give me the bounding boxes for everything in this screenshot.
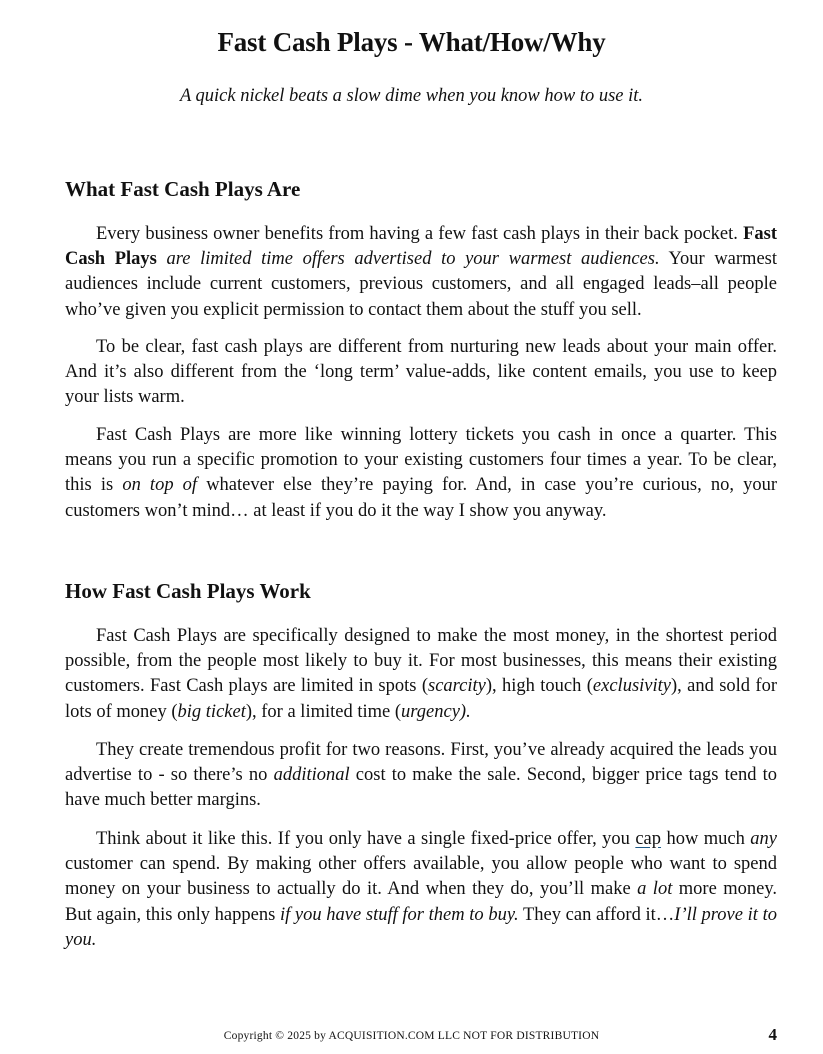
italic-emphasis: if you have stuff for them to buy. bbox=[279, 904, 519, 925]
bold-term: Fast Cash Plays bbox=[65, 224, 777, 270]
italic-emphasis: urgency). bbox=[401, 701, 471, 722]
italic-emphasis: I’ll prove it to you. bbox=[65, 904, 777, 950]
paragraph-how-2 bbox=[65, 738, 777, 814]
italic-emphasis: any bbox=[750, 829, 777, 849]
paragraph-what-3 bbox=[65, 423, 777, 524]
italic-emphasis: big ticket bbox=[177, 701, 246, 722]
page-number: 4 bbox=[768, 1025, 777, 1044]
text-run: Think about it like this. If you only have a single fixed-price offer, you bbox=[96, 829, 636, 849]
section-heading-how: How Fast Cash Plays Work bbox=[65, 579, 311, 603]
text-run: customer can spend. By making other offers available, you allow people who want to spend money on your business to actually do it. And when they do, you’ll make bbox=[65, 854, 777, 900]
text-run: Every business owner benefits from having a few fast cash plays in their back pocket. bbox=[96, 224, 744, 244]
text-run: Fast Cash Plays are specifically designed to make the most money, in the shortest period possible, from the people most likely to buy it. For most businesses, this means their existing customers. Fast Cash plays are limited in spots ( bbox=[65, 626, 777, 697]
text-run: ), for a limited time ( bbox=[245, 701, 402, 722]
paragraph-what-1 bbox=[65, 222, 777, 323]
cap-link[interactable]: cap bbox=[635, 829, 662, 849]
text-run: ), and sold for lots of money ( bbox=[65, 676, 777, 722]
page-title: Fast Cash Plays - What/How/Why bbox=[217, 27, 606, 57]
italic-emphasis: a lot bbox=[637, 879, 673, 900]
text-run: Your warmest audiences include current customers, previous customers, and all engaged leads–all people who’ve given you explicit permission to contact them about the stuff you sell. bbox=[65, 249, 777, 320]
italic-emphasis: on top of bbox=[122, 475, 198, 496]
text-run: cost to make the sale. Second, bigger price tags tend to have much better margins. bbox=[65, 765, 777, 811]
page-subtitle: A quick nickel beats a slow dime when you know how to use it. bbox=[179, 86, 644, 106]
paragraph-what-2: To be clear, fast cash plays are different from nurturing new leads about your main offer. And it’s also different from the ‘long term’ value-adds, like content emails, you use to keep your lists warm. bbox=[65, 337, 777, 408]
paragraph-how-1 bbox=[65, 624, 777, 725]
text-run: They can afford it… bbox=[518, 904, 675, 925]
text-run: ), high touch ( bbox=[485, 676, 593, 697]
italic-emphasis: scarcity bbox=[428, 676, 486, 697]
italic-emphasis: additional bbox=[273, 765, 350, 786]
italic-definition: are limited time offers advertised to your warmest audiences. bbox=[156, 249, 660, 270]
paragraph-how-3 bbox=[65, 827, 777, 953]
text-run: whatever else they’re paying for. And, in case you’re curious, no, your customers won’t mind… at least if you do it the way I show you anyway. bbox=[65, 475, 778, 521]
text-run: more money. But again, this only happens bbox=[65, 879, 778, 925]
section-heading-what: What Fast Cash Plays Are bbox=[65, 177, 301, 201]
text-run: how much bbox=[661, 829, 751, 849]
footer-copyright: Copyright © 2025 by ACQUISITION.COM LLC NOT FOR DISTRIBUTION bbox=[223, 1030, 600, 1042]
text-run: They create tremendous profit for two reasons. First, you’ve already acquired the leads you advertise to - so there’s no bbox=[65, 740, 777, 786]
italic-emphasis: exclusivity bbox=[592, 676, 671, 697]
text-run: Fast Cash Plays are more like winning lottery tickets you cash in once a quarter. This means you run a specific promotion to your existing customers four times a year. To be clear, this is bbox=[65, 425, 777, 496]
